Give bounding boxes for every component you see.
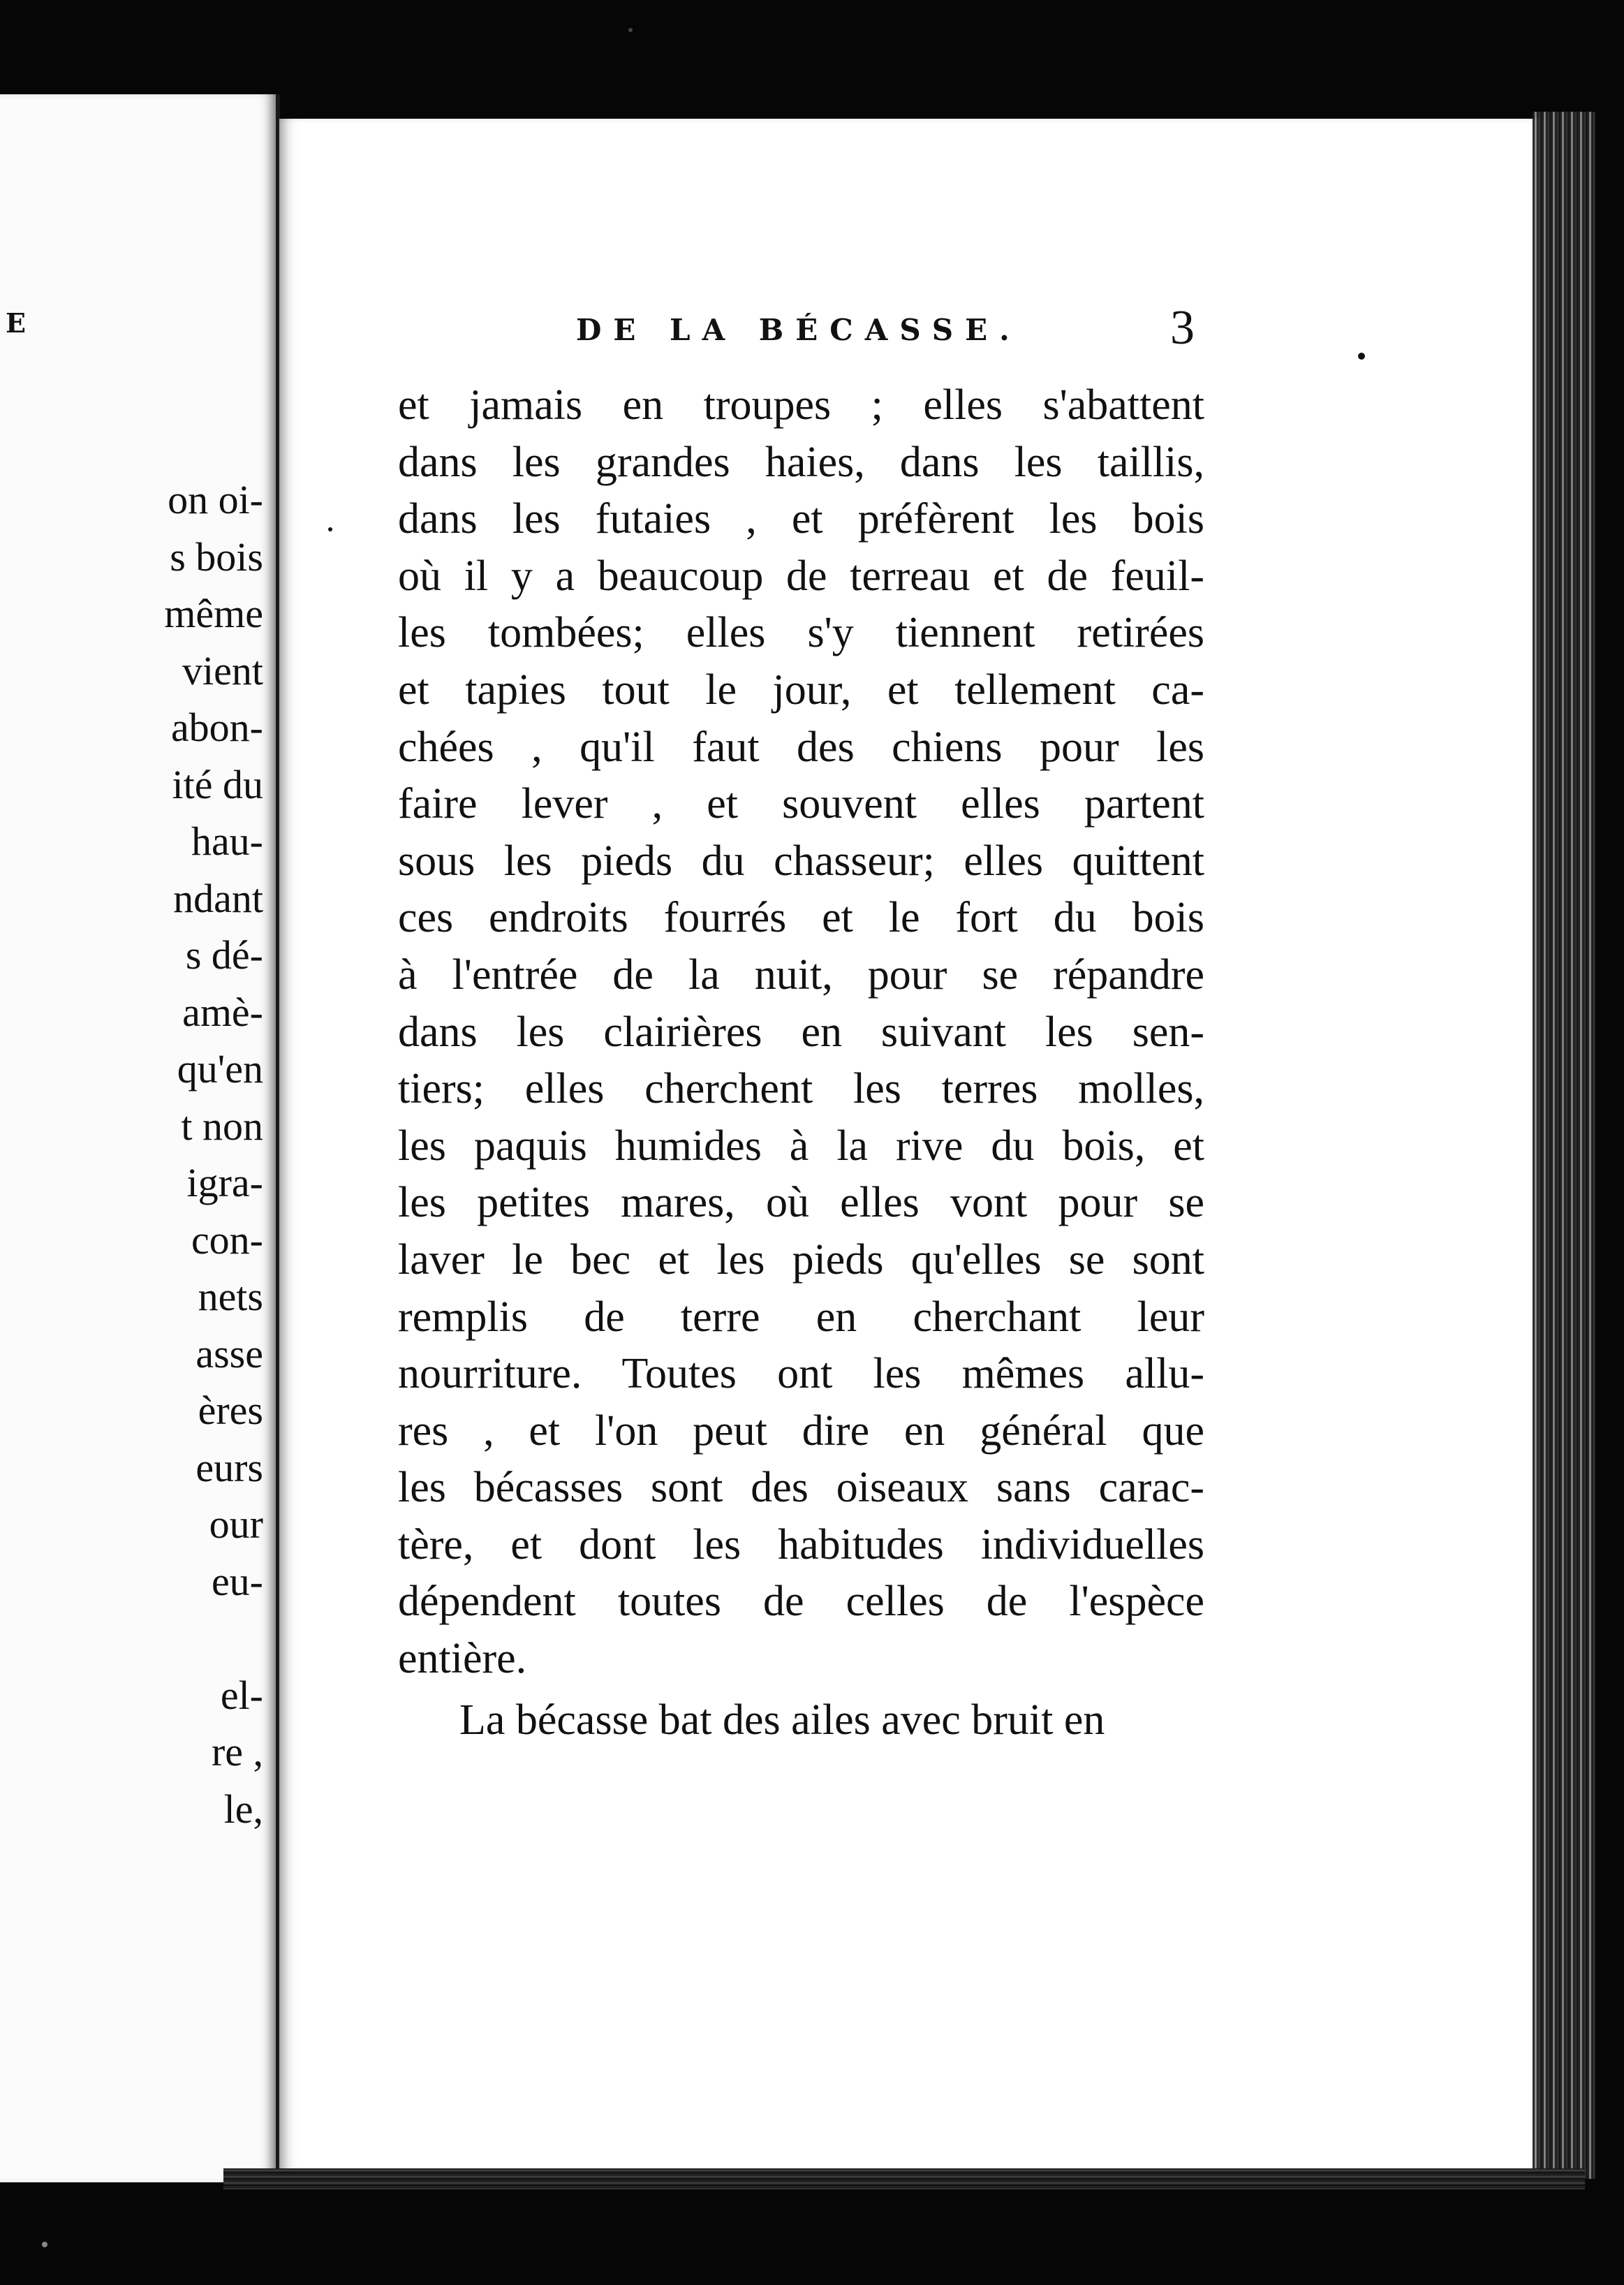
left-line: el- <box>220 1672 263 1718</box>
text-line: La bécasse bat des ailes avec bruit en <box>459 1696 1105 1744</box>
running-head: DE LA BÉCASSE. <box>576 313 1021 347</box>
left-line: on oi- <box>168 477 263 522</box>
left-line: nets <box>198 1274 263 1319</box>
left-line: eu- <box>211 1558 263 1604</box>
scan-speck <box>42 2242 47 2247</box>
text-line: dans les futaies , et préfèrent les bois <box>398 495 1204 543</box>
left-line: con- <box>191 1217 263 1263</box>
page-number: 3 <box>1170 301 1195 355</box>
text-line: à l'entrée de la nuit, pour se répandre <box>398 950 1204 999</box>
text-line: nourriture. Toutes ont les mêmes allu- <box>398 1350 1204 1398</box>
left-line: t non <box>181 1103 263 1149</box>
text-line: tère, et dont les habitudes individuelles <box>398 1520 1204 1568</box>
text-line: les tombées; elles s'y tiennent retirées <box>398 609 1204 657</box>
left-line: ères <box>198 1388 263 1433</box>
scan-speck <box>628 28 633 32</box>
text-line: dépendent toutes de celles de l'espèce <box>398 1578 1204 1626</box>
left-running-head-fragment: E <box>6 307 27 339</box>
text-line: dans les clairières en suivant les sen- <box>398 1008 1204 1056</box>
scan-speck <box>1358 353 1365 360</box>
left-line: ité du <box>172 761 263 807</box>
text-line: remplis de terre en cherchant leur <box>398 1293 1204 1341</box>
left-line: qu'en <box>177 1046 263 1092</box>
left-line: hau- <box>191 818 263 864</box>
left-line: le, <box>223 1786 263 1832</box>
left-line: igra- <box>186 1160 263 1205</box>
text-line: chées , qu'il faut des chiens pour les <box>398 723 1204 771</box>
left-line: abon- <box>170 705 263 750</box>
left-line: re , <box>211 1729 263 1775</box>
text-line: les petites mares, où elles vont pour se <box>398 1179 1204 1227</box>
left-line: s dé- <box>185 932 263 978</box>
left-line: amè- <box>182 989 263 1035</box>
page-edges <box>1533 112 1595 2179</box>
text-line: et tapies tout le jour, et tellement ca- <box>398 666 1204 714</box>
body-text <box>398 377 1204 1749</box>
left-page-text-fragments <box>54 471 263 1837</box>
left-line: asse <box>195 1330 263 1376</box>
text-line: entière. <box>398 1635 527 1683</box>
left-line <box>54 1610 263 1667</box>
text-line: et jamais en troupes ; elles s'abattent <box>398 381 1204 429</box>
text-line: faire lever , et souvent elles partent <box>398 780 1204 828</box>
left-line: ndant <box>173 875 263 921</box>
text-line: res , et l'on peut dire en général que <box>398 1406 1204 1455</box>
page-bottom-edge <box>223 2168 1585 2189</box>
left-line: eurs <box>195 1444 263 1490</box>
scan-speck <box>328 527 332 531</box>
left-line: vient <box>182 647 263 693</box>
left-line: our <box>209 1501 263 1547</box>
text-line: dans les grandes haies, dans les taillis, <box>398 438 1204 486</box>
left-line: même <box>164 591 263 636</box>
text-line: tiers; elles cherchent les terres molles, <box>398 1065 1204 1113</box>
left-line: s bois <box>170 534 263 580</box>
text-line: sous les pieds du chasseur; elles quittent <box>398 837 1204 885</box>
text-line: les bécasses sont des oiseaux sans carac- <box>398 1464 1204 1512</box>
text-line: les paquis humides à la rive du bois, et <box>398 1122 1204 1170</box>
left-facing-page <box>0 94 280 2182</box>
text-line: où il y a beaucoup de terreau et de feuil- <box>398 552 1204 600</box>
text-line: laver le bec et les pieds qu'elles se sont <box>398 1235 1204 1284</box>
text-line: ces endroits fourrés et le fort du bois <box>398 894 1204 942</box>
